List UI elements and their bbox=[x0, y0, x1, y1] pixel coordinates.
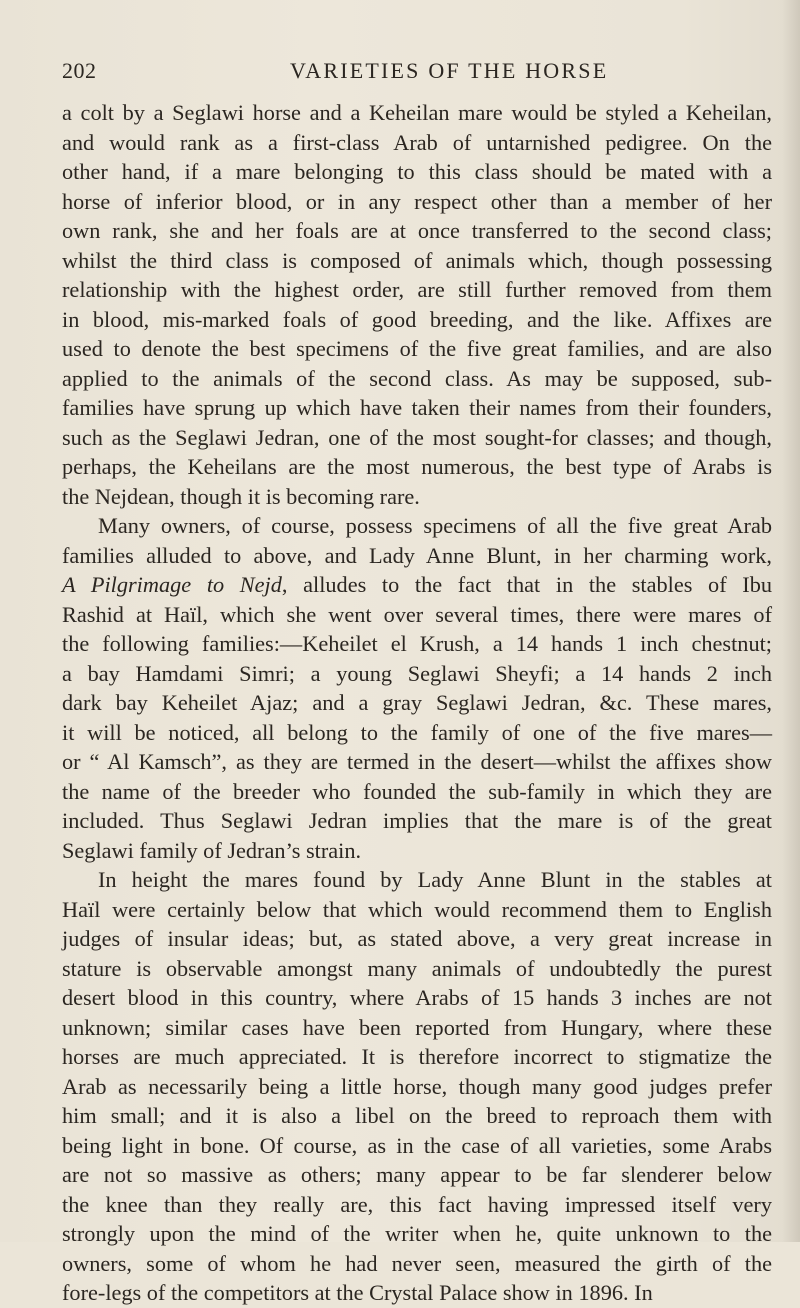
text-line: strongly upon the mind of the writer when he, quite unknown to the bbox=[62, 1221, 772, 1246]
text-line: and would rank as a first-class Arab of untarnished pedigree. On the bbox=[62, 129, 772, 155]
text-line: the Nejdean, though it is becoming rare. bbox=[62, 483, 420, 509]
text-line: other hand, if a mare belonging to this class should be mated with a bbox=[62, 159, 772, 184]
text-line: used to denote the best specimens of the five great families, and are also bbox=[62, 336, 772, 361]
text-line: the following families:—Keheilet el Krush, a 14 hands 1 inch chestnut; bbox=[62, 631, 772, 656]
text-line: A Pilgrimage to Nejd, alludes to the fact that in the stables of Ibu bbox=[62, 572, 772, 597]
text-line: horse of inferior blood, or in any respect other than a member of her bbox=[62, 188, 772, 214]
text-line: fore-legs of the competitors at the Crystal Palace show in 1896. In bbox=[62, 1280, 653, 1305]
text-line: desert blood in this country, where Arabs of 15 hands 3 inches are not bbox=[62, 985, 772, 1010]
text-line: or “ Al Kamsch”, as they are termed in the desert—whilst the affixes show bbox=[62, 749, 772, 774]
text-line: such as the Seglawi Jedran, one of the most sought-for classes; and though, bbox=[62, 424, 772, 450]
text-line: it will be noticed, all belong to the family of one of the five mares— bbox=[62, 719, 772, 745]
book-title-italic: A Pilgrimage to Nejd bbox=[62, 572, 282, 597]
text-line: dark bay Keheilet Ajaz; and a gray Seglawi Jedran, &c. These mares, bbox=[62, 690, 772, 715]
text-line: families have sprung up which have taken their names from their founders, bbox=[62, 395, 772, 420]
text-line: the knee than they really are, this fact having impressed itself very bbox=[62, 1191, 772, 1217]
page-header bbox=[62, 58, 762, 94]
running-head: VARIETIES OF THE HORSE bbox=[290, 58, 609, 83]
text-line: horses are much appreciated. It is therefore incorrect to stigmatize the bbox=[62, 1044, 772, 1069]
text-line: judges of insular ideas; but, as stated above, a very great increase in bbox=[62, 926, 772, 951]
text-line: Many owners, of course, possess specimens of all the five great Arab bbox=[98, 513, 772, 538]
text-line: Rashid at Haïl, which she went over several times, there were mares of bbox=[62, 601, 772, 627]
body-text bbox=[62, 98, 772, 1308]
text-line: In height the mares found by Lady Anne Blunt in the stables at bbox=[98, 867, 772, 892]
text-line: him small; and it is also a libel on the breed to reproach them with bbox=[62, 1103, 772, 1128]
text-line: in blood, mis-marked foals of good breeding, and the like. Affixes are bbox=[62, 306, 772, 332]
page-edge-shadow bbox=[782, 0, 800, 1242]
text-line: included. Thus Seglawi Jedran implies that the mare is of the great bbox=[62, 808, 772, 833]
page-number: 202 bbox=[62, 58, 97, 83]
text-line: whilst the third class is composed of animals which, though possessing bbox=[62, 247, 772, 273]
text-line: families alluded to above, and Lady Anne Blunt, in her charming work, bbox=[62, 542, 772, 568]
text-line: Arab as necessarily being a little horse, though many good judges prefer bbox=[62, 1073, 772, 1099]
text-line: perhaps, the Keheilans are the most numerous, the best type of Arabs is bbox=[62, 454, 772, 479]
text-line: unknown; similar cases have been reported from Hungary, where these bbox=[62, 1014, 772, 1040]
text-line: own rank, she and her foals are at once transferred to the second class; bbox=[62, 218, 772, 243]
text-line: the name of the breeder who founded the sub-family in which they are bbox=[62, 778, 772, 804]
text-line: a bay Hamdami Simri; a young Seglawi Sheyfi; a 14 hands 2 inch bbox=[62, 660, 772, 686]
text-line: Seglawi family of Jedran’s strain. bbox=[62, 837, 362, 863]
text-line: are not so massive as others; many appear to be far slenderer below bbox=[62, 1162, 772, 1187]
text-line: being light in bone. Of course, as in the case of all varieties, some Arabs bbox=[62, 1132, 772, 1158]
text-line: applied to the animals of the second class. As may be supposed, sub- bbox=[62, 365, 772, 391]
text-line: Haïl were certainly below that which would recommend them to English bbox=[62, 896, 772, 922]
text-line: owners, some of whom he had never seen, measured the girth of the bbox=[62, 1250, 772, 1276]
text-line: a colt by a Seglawi horse and a Keheilan mare would be styled a Keheilan, bbox=[62, 100, 772, 125]
text-line: relationship with the highest order, are still further removed from them bbox=[62, 277, 772, 302]
text-line: stature is observable amongst many animals of undoubtedly the purest bbox=[62, 955, 772, 981]
